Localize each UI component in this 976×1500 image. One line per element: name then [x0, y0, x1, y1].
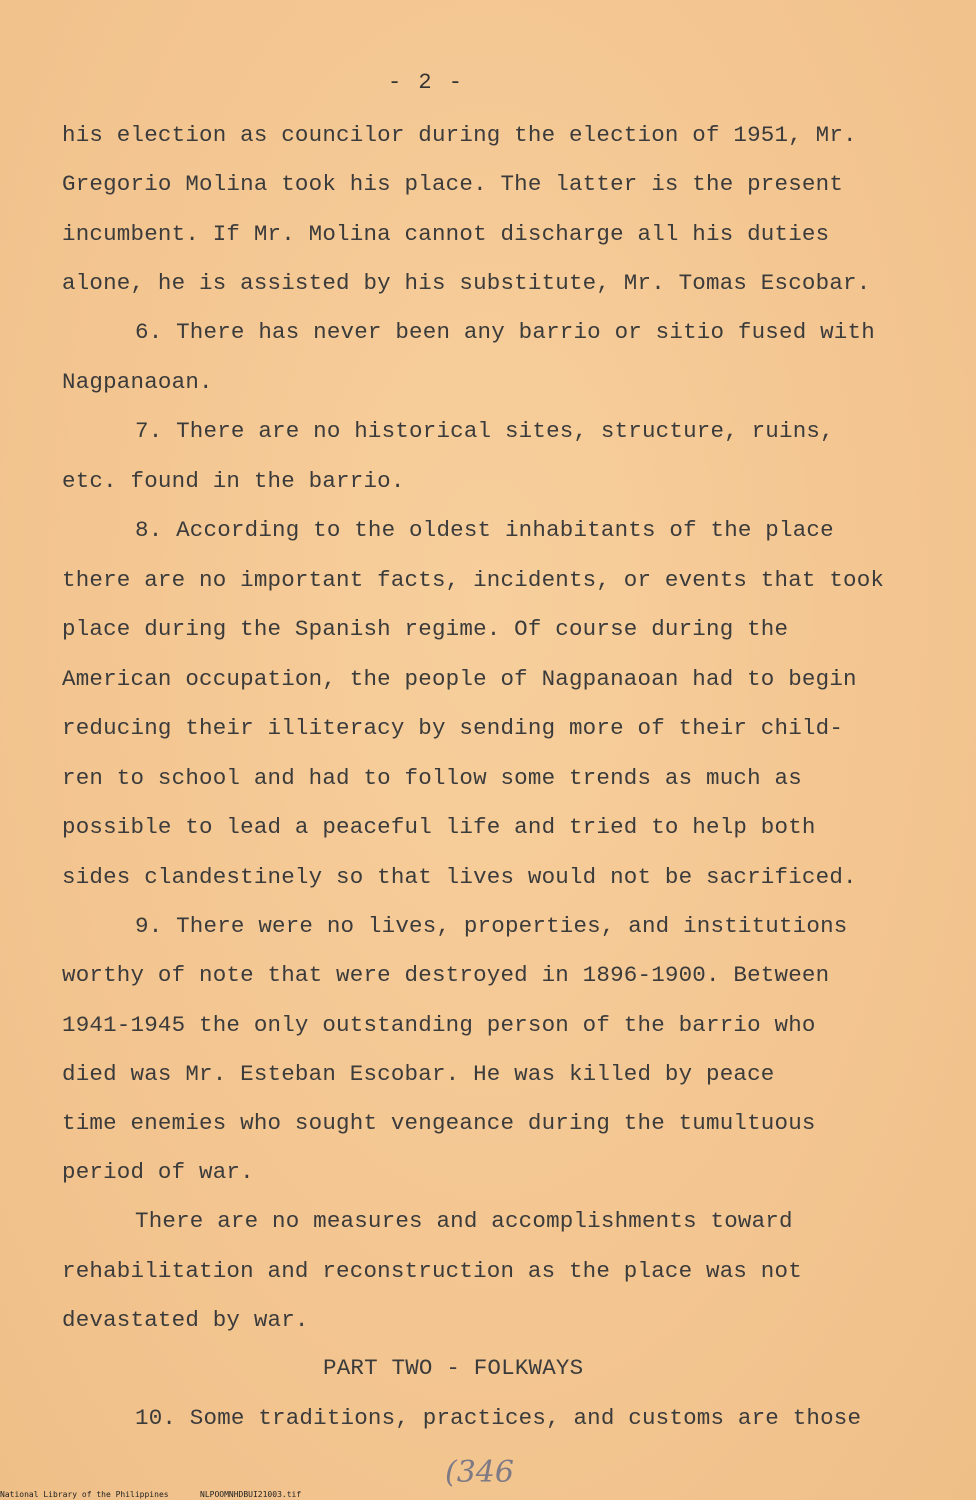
scan-footer — [0, 1490, 302, 1499]
text-line: 8. According to the oldest inhabitants of the place — [135, 517, 834, 543]
text-line: sides clandestinely so that lives would not be sacrificed. — [62, 864, 857, 890]
text-line: ren to school and had to follow some trends as much as — [62, 765, 802, 791]
text-line: there are no important facts, incidents, or events that took — [62, 567, 885, 593]
text-line: worthy of note that were destroyed in 1896-1900. Between — [62, 962, 830, 988]
text-line: possible to lead a peaceful life and tried to help both — [62, 814, 816, 840]
text-line: reducing their illiteracy by sending more of their child- — [62, 715, 844, 741]
text-line: 1941-1945 the only outstanding person of the barrio who — [62, 1012, 816, 1038]
page-number: - 2 - — [387, 70, 464, 95]
footer-library: National Library of the Philippines — [0, 1490, 169, 1499]
text-line: period of war. — [62, 1159, 254, 1185]
text-line: etc. found in the barrio. — [62, 468, 405, 494]
text-line: There are no measures and accomplishments toward — [135, 1208, 793, 1234]
text-line: incumbent. If Mr. Molina cannot discharge all his duties — [62, 221, 830, 247]
text-line: place during the Spanish regime. Of course during the — [62, 616, 789, 642]
text-line: 7. There are no historical sites, structure, ruins, — [135, 418, 834, 444]
footer-filename: NLPOOMNHDBUI21003.tif — [200, 1490, 302, 1499]
handwritten-page-mark: (346 — [445, 1455, 514, 1490]
text-line: died was Mr. Esteban Escobar. He was killed by peace — [62, 1061, 775, 1087]
text-line: 9. There were no lives, properties, and institutions — [135, 913, 848, 939]
text-line: devastated by war. — [62, 1307, 309, 1333]
section-heading: PART TWO - FOLKWAYS — [323, 1355, 584, 1381]
text-line: 6. There has never been any barrio or sitio fused with — [135, 319, 875, 345]
text-line: alone, he is assisted by his substitute, Mr. Tomas Escobar. — [62, 270, 871, 296]
text-line: Nagpanaoan. — [62, 369, 213, 395]
text-line: rehabilitation and reconstruction as the place was not — [62, 1258, 802, 1284]
text-line: his election as councilor during the election of 1951, Mr. — [62, 122, 857, 148]
text-line: American occupation, the people of Nagpanaoan had to begin — [62, 666, 857, 692]
text-line: time enemies who sought vengeance during the tumultuous — [62, 1110, 816, 1136]
text-line: Gregorio Molina took his place. The latter is the present — [62, 171, 844, 197]
text-line: 10. Some traditions, practices, and customs are those — [135, 1405, 862, 1431]
